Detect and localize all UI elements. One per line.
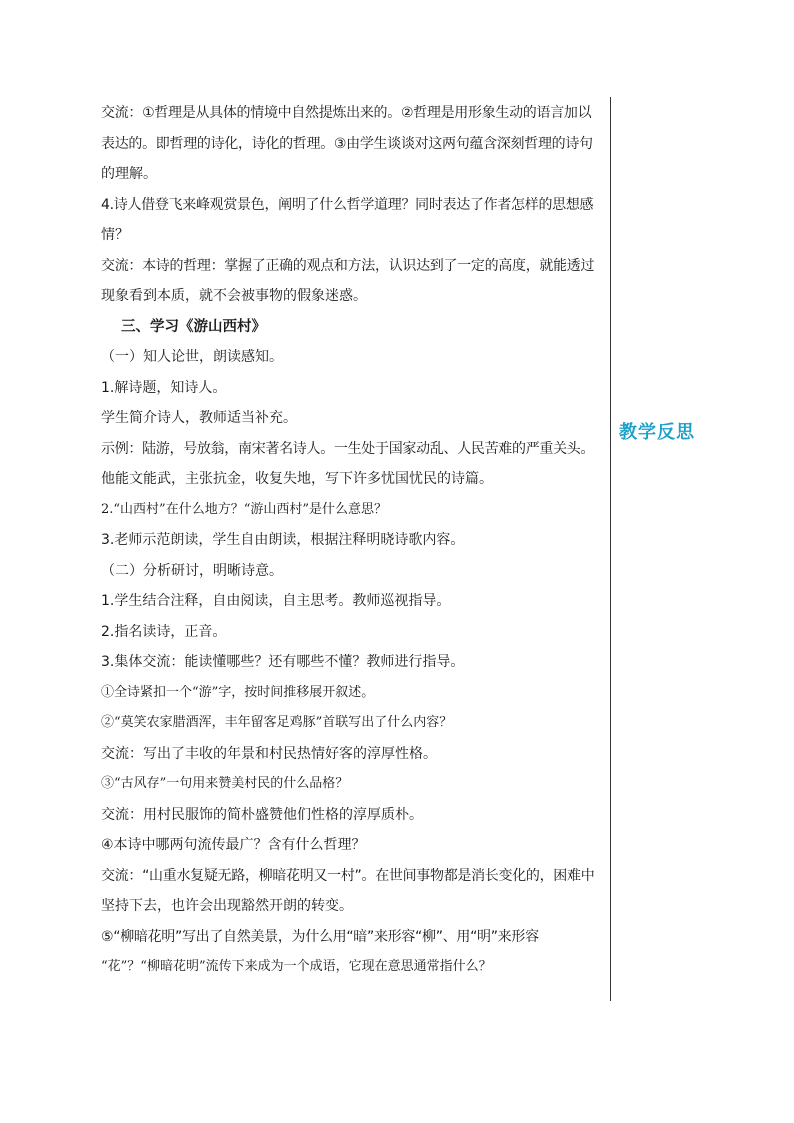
- text-line: 交流：“山重水复疑无路，柳暗花明又一村”。在世间事物都是消长变化的，困难中: [101, 867, 595, 884]
- text-line: 交流：本诗的哲理：掌握了正确的观点和方法，认识达到了一定的高度，就能透过: [101, 257, 595, 274]
- text-line: 3.老师示范朗读，学生自由朗读，根据注释明晓诗歌内容。: [101, 532, 465, 548]
- text-line: 的理解。: [101, 166, 157, 182]
- text-line: 2.指名读诗，正音。: [101, 623, 227, 640]
- question-line: ④本诗中哪两句流传最广？含有什么哲理？: [101, 837, 366, 853]
- text-line: 交流：写出了丰收的年景和村民热情好客的淳厚性格。: [101, 745, 437, 762]
- question-line: ①全诗紧扣一个“游”字，按时间推移展开叙述。: [101, 684, 375, 700]
- subsection-heading: （二）分析研讨，明晰诗意。: [101, 562, 283, 579]
- text-line: 现象看到本质，就不会被事物的假象迷惑。: [101, 288, 367, 304]
- lesson-content: [101, 98, 607, 983]
- question-line: “花”？“柳暗花明”流传下来成为一个成语，它现在意思通常指什么？: [101, 959, 492, 974]
- text-line: 表达的。即哲理的诗化，诗化的哲理。③由学生谈谈对这两句蕴含深刻哲理的诗句: [101, 135, 593, 152]
- section-heading: 三、学习《游山西村》: [121, 318, 266, 335]
- question-line: ⑤“柳暗花明”写出了自然美景，为什么用“暗”来形容“柳”、用“明”来形容: [101, 928, 539, 945]
- text-line: 交流：用村民服饰的简朴盛赞他们性格的淳厚质朴。: [101, 806, 423, 823]
- text-line: 3.集体交流：能读懂哪些？还有哪些不懂？教师进行指导。: [101, 654, 465, 670]
- question-line: 情？: [101, 227, 129, 243]
- question-line: ③“古风存”一句用来赞美村民的什么品格？: [101, 776, 349, 791]
- teaching-reflection-label: 教学反思: [619, 422, 695, 443]
- text-line: 示例：陆游，号放翁，南宋著名诗人。一生处于国家动乱、人民苦难的严重关头。: [101, 440, 595, 457]
- question-line: 4.诗人借登飞来峰观赏景色，阐明了什么哲学道理？同时表达了作者怎样的思想感: [101, 196, 594, 213]
- table-column-divider: [610, 97, 611, 1001]
- subsection-heading: （一）知人论世，朗读感知。: [101, 349, 283, 365]
- text-line: 1.解诗题，知诗人。: [101, 379, 227, 396]
- text-line: 他能文能武，主张抗金，收复失地，写下许多忧国忧民的诗篇。: [101, 471, 493, 487]
- question-line: 2.“山西村”在什么地方？“游山西村”是什么意思？: [101, 501, 387, 517]
- text-line: 学生简介诗人，教师适当补充。: [101, 410, 297, 426]
- text-line: 1.学生结合注释，自由阅读，自主思考。教师巡视指导。: [101, 593, 451, 609]
- question-line: ②“莫笑农家腊酒浑，丰年留客足鸡豚”首联写出了什么内容？: [101, 715, 453, 730]
- text-line: 交流：①哲理是从具体的情境中自然提炼出来的。②哲理是用形象生动的语言加以: [101, 105, 592, 121]
- text-line: 坚持下去，也许会出现豁然开朗的转变。: [101, 898, 353, 914]
